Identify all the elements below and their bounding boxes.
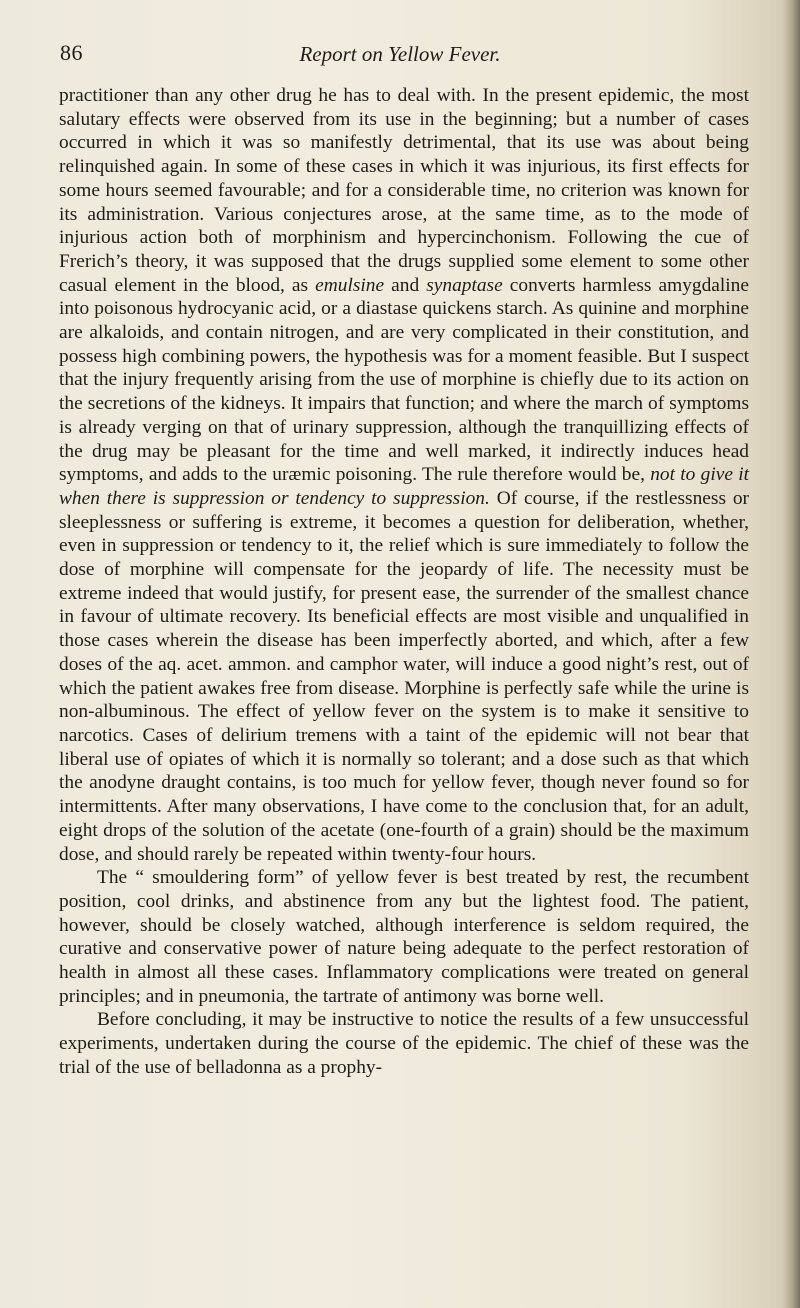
running-title: Report on Yellow Fever. <box>299 42 501 66</box>
paragraph-3: Before concluding, it may be instructive to notice the results of a few unsuccessful experiments, undertaken during the course of the epidemic. The chief of these was the trial of the use of belladonna as a prophy- <box>59 1009 749 1078</box>
page-edge-shadow <box>782 0 800 1308</box>
paragraph-2: The “ smouldering form” of yellow fever is best treated by rest, the recumbent position, cool drinks, and abstinence from any but the lightest food. The patient, however, should be closely watched, although interference is seldom required, the curative and conservative power of nature being adequate to the perfect restoration of health in almost all these cases. Inflammatory complications were treated on general principles; and in pneumonia, the tartrate of antimony was borne well. <box>59 867 749 1007</box>
paragraph-1-text-a: practitioner than any other drug he has to deal with. In the present epidemic, the most salutary effects were observed from its use in the beginning; but a number of cases occurred in which it was so manifestly detrimental, that its use was about being relinquished again. In some of these cases in which it was injurious, its first effects for some hours seemed favourable; and for a considerable time, no criterion was known for its administration. Various conjectures arose, at the same time, as to the mode of injurious action both of morphinism and hypercinchonism. Following the cue of Frerich’s theory, it was supposed that the drugs supplied some element to some other casual element in the blood, as <box>59 85 749 296</box>
italic-synaptase: synaptase <box>426 274 503 296</box>
paragraph-1-text-b: and <box>384 274 427 296</box>
body-text <box>59 84 749 1080</box>
paragraph-1-text-d: Of course, if the restlessness or sleeplessness or suffering is extreme, it becomes a question for deliberation, whether, even in suppression or tendency to it, the relief which is sure immediately to follow the dose of morphine will compensate for the jeopardy of life. The necessity must be extreme indeed that would justify, for present ease, the surrender of the smallest chance in favour of ultimate recovery. Its beneficial effects are most visible and unqualified in those cases wherein the disease has been imperfectly aborted, and which, after a few doses of the aq. acet. ammon. and camphor water, will induce a good night’s rest, out of which the patient awakes free from disease. Morphine is perfectly safe while the urine is non-albuminous. The effect of yellow fever on the system is to make it sensitive to narcotics. Cases of delirium tremens with a taint of the epidemic will not bear that liberal use of opiates of which it is normally so tolerant; and a dose such as that which the anodyne draught contains, is too much for yellow fever, though never found so for intermittents. After many observations, I have come to the conclusion that, for an adult, eight drops of the solution of the acetate (one-fourth of a grain) should be the maximum dose, and should rarely be repeated within twenty-four hours. <box>59 487 749 865</box>
page-header <box>60 40 740 80</box>
paragraph-1-text-c: converts harmless amygdaline into poisonous hydrocyanic acid, or a diastase quickens starch. As quinine and morphine are alkaloids, and contain nitrogen, and are very complicated in their constitution, and possess high combining powers, the hypothesis was for a moment feasible. But I suspect that the injury frequently arising from the use of morphine is chiefly due to its action on the secretions of the kidneys. It impairs that function; and where the march of symptoms is already verging on that of urinary suppression, although the tranquillizing effects of the drug may be pleasant for the time and well marked, it indirectly induces head symptoms, and adds to the uræmic poisoning. The rule therefore would be, <box>59 274 749 486</box>
italic-emulsine: emulsine <box>315 274 385 296</box>
italic-rule: not to give it when there is suppression or tendency to suppression. <box>59 464 749 509</box>
paragraph-1 <box>59 84 749 866</box>
page-number: 86 <box>60 40 83 65</box>
